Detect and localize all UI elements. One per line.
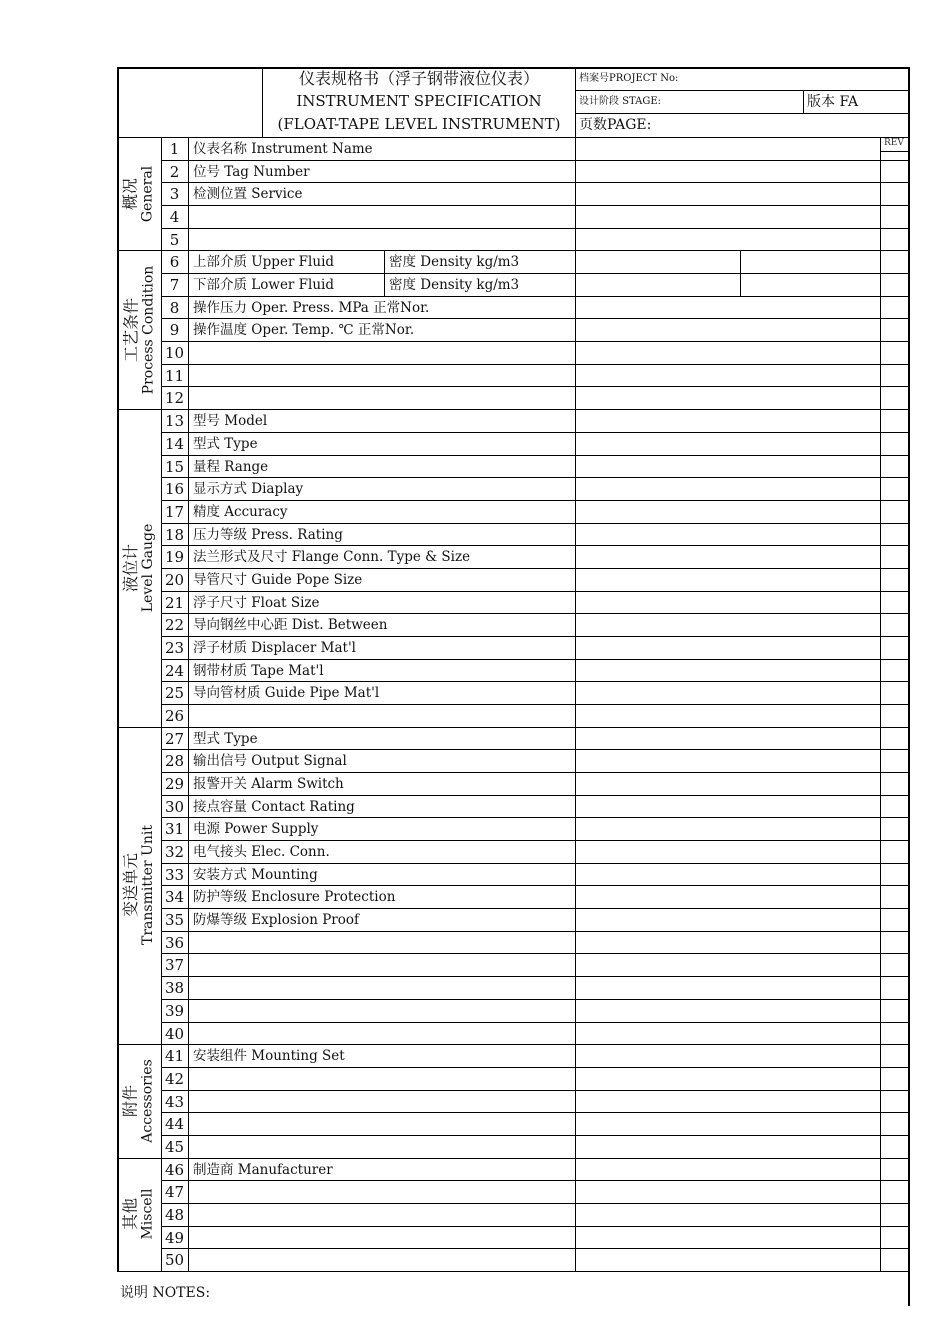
row-label: 电源 Power Supply bbox=[193, 821, 319, 838]
row-label: 导向钢丝中心距 Dist. Between bbox=[193, 617, 388, 634]
row-line bbox=[161, 455, 908, 456]
row-line bbox=[161, 182, 908, 183]
row-number: 29 bbox=[164, 775, 185, 794]
row-label: 防爆等级 Explosion Proof bbox=[193, 912, 359, 929]
row-number: 5 bbox=[169, 230, 180, 249]
row-number: 17 bbox=[164, 502, 185, 521]
row-line bbox=[161, 205, 908, 206]
row-line bbox=[161, 341, 908, 342]
row-number: 36 bbox=[164, 933, 185, 952]
row-label: 型式 Type bbox=[193, 435, 258, 452]
row-number: 47 bbox=[164, 1183, 185, 1202]
row-number: 26 bbox=[164, 707, 185, 725]
row-label: 安装方式 Mounting bbox=[193, 866, 318, 883]
row-label: 制造商 Manufacturer bbox=[193, 1161, 333, 1178]
row-line bbox=[161, 568, 908, 569]
row-label: 浮子尺寸 Float Size bbox=[193, 594, 320, 611]
row-label: 上部介质 Upper Fluid bbox=[193, 254, 335, 271]
row-label: 检测位置 Service bbox=[193, 186, 303, 203]
row-label: 操作温度 Oper. Temp. ℃ 正常Nor. bbox=[193, 322, 415, 339]
row-label: 精度 Accuracy bbox=[193, 503, 288, 520]
row-label: 仪表名称 Instrument Name bbox=[193, 141, 373, 157]
header-bottom bbox=[117, 137, 908, 138]
section-label-cn: 液位计 bbox=[121, 543, 141, 592]
row-number: 20 bbox=[164, 570, 185, 589]
row-number: 48 bbox=[164, 1205, 185, 1224]
title-cn: 仪表规格书（浮子钢带液位仪表） bbox=[298, 69, 539, 88]
row-line bbox=[161, 659, 908, 660]
row-label: 显示方式 Diaplay bbox=[193, 481, 304, 498]
section-label-en: Miscell bbox=[139, 1188, 156, 1240]
row-line bbox=[161, 477, 908, 478]
row-number: 35 bbox=[164, 911, 185, 930]
row-number: 15 bbox=[164, 457, 185, 476]
row-label: 型式 Type bbox=[193, 730, 258, 747]
row-number: 22 bbox=[164, 616, 185, 635]
row-label: 量程 Range bbox=[193, 458, 269, 475]
frame-right bbox=[908, 67, 910, 1306]
row-line bbox=[117, 727, 908, 728]
title-en: INSTRUMENT SPECIFICATION bbox=[296, 92, 542, 110]
row-number: 3 bbox=[169, 185, 180, 204]
section-label-cn: 变送单元 bbox=[121, 853, 141, 918]
section-label bbox=[117, 250, 161, 409]
row-number: 33 bbox=[164, 865, 185, 884]
row-line bbox=[161, 931, 908, 932]
row-line bbox=[161, 840, 908, 841]
row-number: 8 bbox=[169, 298, 180, 317]
row-line bbox=[161, 908, 908, 909]
row-number: 1 bbox=[169, 140, 180, 158]
rev-label: REV bbox=[884, 138, 904, 148]
row-number: 2 bbox=[169, 162, 180, 181]
row-number: 13 bbox=[164, 412, 185, 431]
row-label: 压力等级 Press. Rating bbox=[193, 526, 343, 543]
version-label: 版本 FA bbox=[807, 94, 859, 110]
row-line bbox=[161, 160, 908, 161]
row-line bbox=[161, 273, 908, 274]
row-line bbox=[117, 1044, 908, 1045]
row-number: 43 bbox=[164, 1092, 185, 1111]
row-line bbox=[161, 863, 908, 864]
row-label: 导管尺寸 Guide Pope Size bbox=[193, 571, 363, 588]
header-divider bbox=[803, 90, 804, 113]
row-number: 16 bbox=[164, 480, 185, 499]
title-sub: (FLOAT-TAPE LEVEL INSTRUMENT) bbox=[277, 115, 561, 133]
section-label-en: Accessories bbox=[139, 1059, 156, 1143]
row-label: 报警开关 Alarm Switch bbox=[193, 776, 344, 793]
header-rule bbox=[575, 113, 908, 114]
row-label: 输出信号 Output Signal bbox=[193, 753, 347, 770]
row-line bbox=[161, 1112, 908, 1113]
section-label-cn: 概况 bbox=[120, 177, 140, 210]
row-line bbox=[161, 1203, 908, 1204]
row-line bbox=[161, 1067, 908, 1068]
section-label bbox=[117, 727, 161, 1045]
row-number: 34 bbox=[164, 888, 185, 907]
row-number: 19 bbox=[164, 548, 185, 567]
row-line bbox=[161, 318, 908, 319]
section-label-en: General bbox=[139, 165, 156, 222]
row-line bbox=[161, 523, 908, 524]
section-label bbox=[117, 137, 161, 250]
row-number: 49 bbox=[164, 1228, 185, 1247]
row-number: 32 bbox=[164, 843, 185, 862]
rev-rule bbox=[880, 151, 908, 152]
row-label: 钢带材质 Tape Mat'l bbox=[193, 662, 324, 679]
row-line bbox=[161, 364, 908, 365]
section-label-cn: 其他 bbox=[120, 1198, 140, 1231]
stage-label: 设计阶段 STAGE: bbox=[579, 96, 662, 107]
row-line bbox=[117, 409, 908, 410]
row-line bbox=[161, 228, 908, 229]
row-number: 40 bbox=[164, 1024, 185, 1043]
notes-label: 说明 NOTES: bbox=[120, 1285, 211, 1301]
row-number: 11 bbox=[164, 366, 185, 385]
row-line bbox=[161, 885, 908, 886]
row-line bbox=[161, 953, 908, 954]
row-line bbox=[161, 432, 908, 433]
row-number: 45 bbox=[164, 1137, 185, 1156]
header-divider bbox=[575, 67, 576, 137]
row-number: 18 bbox=[164, 525, 185, 544]
row-line bbox=[161, 681, 908, 682]
row-number: 4 bbox=[169, 208, 180, 227]
row-number: 50 bbox=[164, 1251, 185, 1270]
header-rule bbox=[575, 90, 908, 91]
row-label: 防护等级 Enclosure Protection bbox=[193, 889, 396, 906]
row-line bbox=[161, 772, 908, 773]
section-label-en: Process Condition bbox=[139, 265, 156, 395]
row-number: 9 bbox=[169, 321, 180, 340]
row-density-label: 密度 Density kg/m3 bbox=[389, 254, 520, 271]
section-label-en: Level Gauge bbox=[140, 523, 157, 613]
row-line bbox=[161, 749, 908, 750]
section-label bbox=[117, 1158, 161, 1271]
row-number: 23 bbox=[164, 638, 185, 657]
row-number: 24 bbox=[164, 661, 185, 680]
row-label: 操作压力 Oper. Press. MPa 正常Nor. bbox=[193, 299, 430, 316]
row-line bbox=[161, 1248, 908, 1249]
row-line bbox=[161, 545, 908, 546]
row-number: 28 bbox=[164, 752, 185, 771]
row-density-label: 密度 Density kg/m3 bbox=[389, 277, 520, 294]
row-number: 38 bbox=[164, 979, 185, 998]
row-number: 41 bbox=[164, 1047, 185, 1066]
row-number: 37 bbox=[164, 956, 185, 975]
row-label: 接点容量 Contact Rating bbox=[193, 798, 355, 815]
section-label bbox=[117, 409, 161, 727]
row-number: 6 bbox=[169, 253, 180, 272]
row-number: 46 bbox=[164, 1160, 185, 1179]
row-label: 法兰形式及尺寸 Flange Conn. Type & Size bbox=[193, 549, 471, 566]
row-line bbox=[117, 1271, 908, 1272]
row-label: 位号 Tag Number bbox=[193, 163, 310, 180]
row-line bbox=[161, 613, 908, 614]
row-line bbox=[161, 1226, 908, 1227]
row-number: 10 bbox=[164, 344, 185, 363]
section-label-cn: 工艺条件 bbox=[120, 297, 140, 362]
row-number: 14 bbox=[164, 434, 185, 453]
row-line bbox=[161, 1135, 908, 1136]
row-line bbox=[161, 636, 908, 637]
row-number: 7 bbox=[169, 276, 180, 295]
header-divider bbox=[262, 67, 263, 137]
row-line bbox=[161, 386, 908, 387]
row-line bbox=[161, 1090, 908, 1091]
page-label: 页数PAGE: bbox=[579, 117, 652, 133]
row-line bbox=[161, 1022, 908, 1023]
row-number: 25 bbox=[164, 684, 185, 703]
section-label-en: Transmitter Unit bbox=[140, 825, 157, 946]
row-line bbox=[161, 795, 908, 796]
section-label-cn: 附件 bbox=[120, 1084, 140, 1117]
row-label: 型号 Model bbox=[193, 413, 268, 430]
row-line bbox=[161, 976, 908, 977]
row-label: 浮子材质 Displacer Mat'l bbox=[193, 639, 356, 656]
row-number: 21 bbox=[164, 593, 185, 612]
row-label: 下部介质 Lower Fluid bbox=[193, 277, 335, 294]
row-line bbox=[161, 500, 908, 501]
row-line bbox=[161, 1180, 908, 1181]
frame-top bbox=[117, 67, 910, 69]
row-line bbox=[161, 591, 908, 592]
row-number: 39 bbox=[164, 1001, 185, 1020]
row-line bbox=[117, 250, 908, 251]
row-number: 44 bbox=[164, 1115, 185, 1134]
section-label bbox=[117, 1044, 161, 1157]
row-line bbox=[161, 999, 908, 1000]
row-label: 电气接头 Elec. Conn. bbox=[193, 844, 330, 861]
row-line bbox=[161, 817, 908, 818]
row-label: 安装组件 Mounting Set bbox=[193, 1048, 345, 1065]
row-line bbox=[117, 1158, 908, 1159]
project-label: 档案号PROJECT No: bbox=[579, 73, 679, 84]
row-number: 31 bbox=[164, 820, 185, 839]
row-line bbox=[161, 704, 908, 705]
row-line bbox=[161, 296, 908, 297]
row-number: 30 bbox=[164, 797, 185, 816]
row-number: 27 bbox=[164, 729, 185, 748]
row-label: 导向管材质 Guide Pipe Mat'l bbox=[193, 685, 380, 702]
row-number: 12 bbox=[164, 389, 185, 408]
row-number: 42 bbox=[164, 1069, 185, 1088]
